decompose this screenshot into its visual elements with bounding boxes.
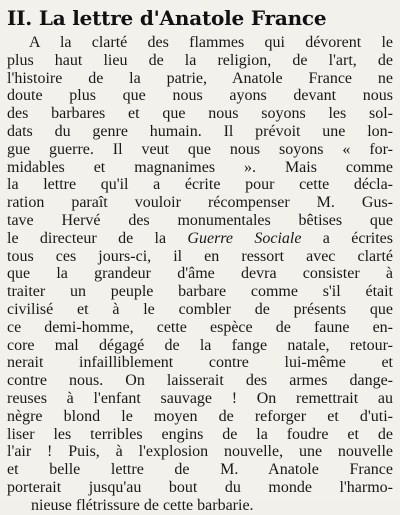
article-line: nieuse flétrissure de cette barbarie. — [31, 496, 254, 514]
article-line: et belle lettre de M. Anatole France — [7, 461, 393, 479]
article-line: liser les terribles engins de la foudre et de — [7, 425, 393, 443]
newspaper-title: Guerre Sociale — [187, 229, 302, 247]
article-line: nerait infailliblement contre lui-même et — [7, 354, 393, 372]
article-line: midables et magnanimes ». Mais comme — [7, 158, 393, 176]
article-line: tave Hervé des monumentales bêtises que — [7, 211, 393, 229]
article-line: dats du genre humain. Il prévoit une lon- — [7, 122, 393, 140]
article-line: des barbares et que nous soyons les sol- — [7, 105, 393, 123]
article-line: traiter un peuple barbare comme s'il était — [7, 283, 393, 301]
article-line-with-italic — [7, 230, 393, 248]
article-line: core mal dégagé de la fange natale, retour- — [7, 336, 393, 354]
article-line: plus haut lieu de la religion, de l'art, de — [7, 51, 393, 69]
article-line: gue guerre. Il veut que nous soyons « for- — [7, 140, 393, 158]
article-line: l'air ! Puis, à l'explosion nouvelle, une nouvelle — [7, 443, 393, 461]
article-line: reuses à l'enfant sauvage ! On remettrait au — [7, 389, 393, 407]
article-line: l'histoire de la patrie, Anatole France ne — [7, 69, 393, 87]
article-line: ration paraît vouloir récompenser M. Gus- — [7, 194, 393, 212]
article-line: porterait jusqu'au bout du monde l'harmo- — [7, 478, 393, 496]
article-line-end: a écrites — [301, 229, 393, 247]
article-body — [7, 34, 393, 515]
article-line: civilisé et à le combler de présents que — [7, 300, 393, 318]
article-heading: II. La lettre d'Anatole France — [7, 6, 327, 30]
article-line: que la grandeur d'âme devra consister à — [7, 265, 393, 283]
article-line: contre nous. On laisserait des armes dange- — [7, 372, 393, 390]
article-line: nègre blond le moyen de reforger et d'uti- — [7, 407, 393, 425]
article-line-start: le directeur de la — [7, 229, 188, 247]
article-line: doute plus que nous ayons devant nous — [7, 87, 393, 105]
article-line: tous ces jours-ci, il en ressort avec clarté — [7, 247, 393, 265]
article-line: la lettre qu'il a écrite pour cette décla- — [7, 176, 393, 194]
article-line: ce demi-homme, cette espèce de faune en- — [7, 318, 393, 336]
article-line: A la clarté des flammes qui dévorent le — [29, 34, 393, 51]
